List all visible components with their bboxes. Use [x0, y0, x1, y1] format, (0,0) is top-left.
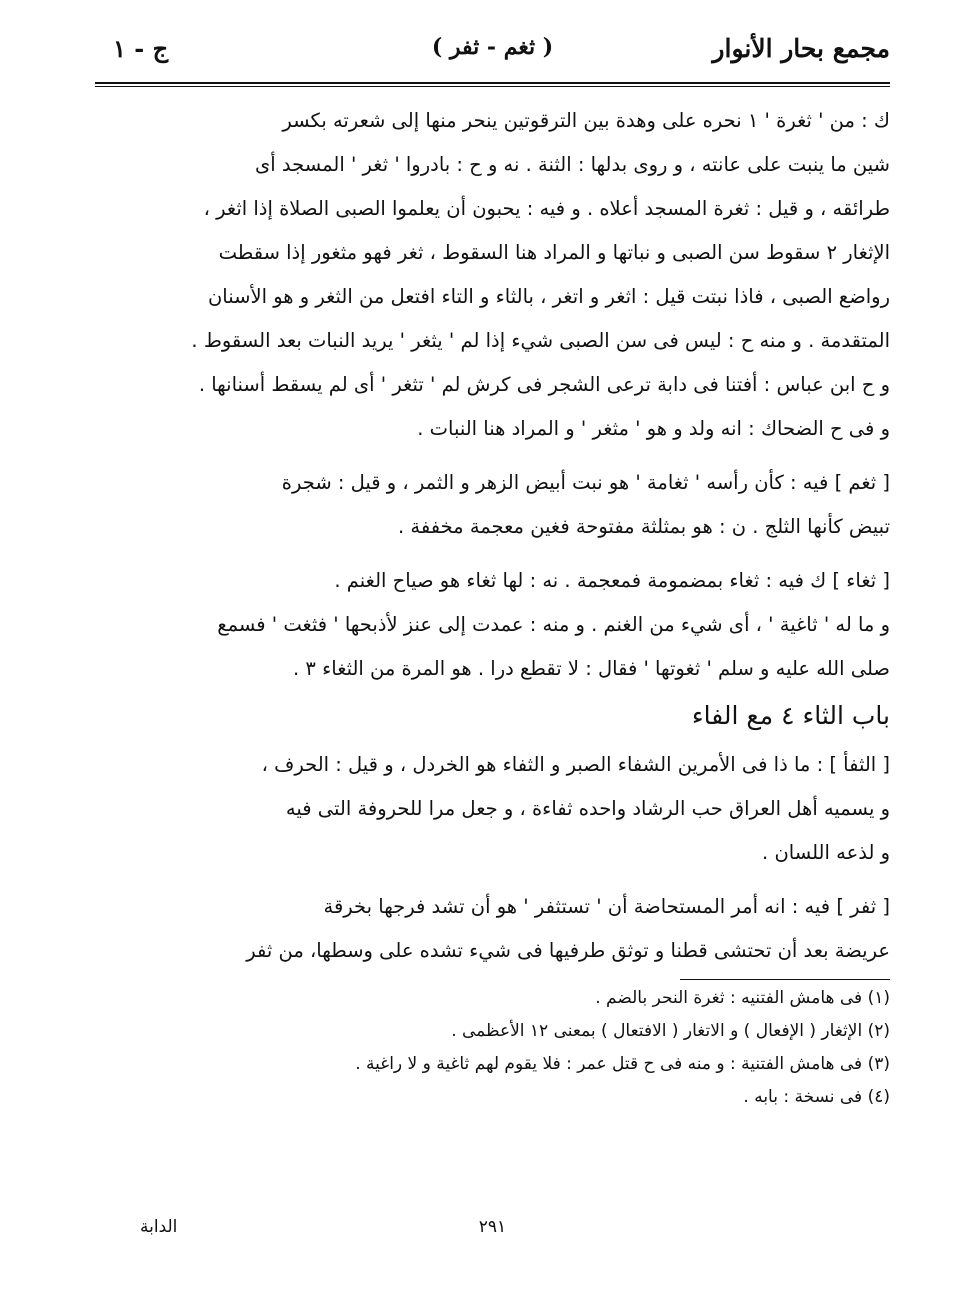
- chapter-heading: باب الثاء ٤ مع الفاء: [691, 701, 890, 730]
- footnote-divider: [680, 979, 890, 980]
- text-line: رواضع الصبى ، فاذا نبتت قيل : اثغر و اتغر ، بالثاء و التاء افتعل من الثغر و هو الأسنان: [207, 285, 890, 308]
- running-header: [95, 22, 890, 82]
- volume-label: ج - ١: [113, 34, 169, 63]
- entry-thufr: [95, 885, 890, 973]
- footnote-1: (١) فى هامش الفتنيه : ثغرة النحر بالضم .: [595, 988, 890, 1008]
- text-line: و ح ابن عباس : أفتنا فى دابة ترعى الشجر فى كرش لم ' تثغر ' أى لم يسقط أسنانها .: [198, 373, 890, 396]
- text-line: [ الثفأ ] : ما ذا فى الأمرين الشفاء الصبر و الثفاء هو الخردل ، و قيل : الحرف ،: [261, 753, 890, 776]
- text-line: و فى ح الضحاك : انه ولد و هو ' مثغر ' و المراد هنا النبات .: [417, 417, 890, 440]
- text-line: و لذعه اللسان .: [762, 841, 890, 864]
- text-line: و يسميه أهل العراق حب الرشاد واحده ثفاءة ، و جعل مرا للحروفة التى فيه: [285, 797, 890, 820]
- main-text: [95, 99, 890, 973]
- text-line: [ ثغم ] فيه : كأن رأسه ' ثغامة ' هو نبت أبيض الزهر و الثمر ، و قيل : شجرة: [281, 471, 890, 494]
- page-number: ٢٩١: [478, 1217, 507, 1237]
- entry-thugha: [95, 559, 890, 691]
- text-line: [ ثغاء ] ك فيه : ثغاء بمضمومة فمعجمة . نه : لها ثغاء هو صياح الغنم .: [334, 569, 890, 592]
- document-page: [95, 22, 890, 1282]
- text-line: عريضة بعد أن تحتشى قطنا و توثق طرفيها فى شيء تشده على وسطها، من ثفر: [246, 939, 890, 962]
- text-line: طرائقه ، و قيل : ثغرة المسجد أعلاه . و فيه : يحبون أن يعلموا الصبى الصلاة إذا اثغر ،: [203, 197, 890, 220]
- text-line: ك : من ' ثغرة ' ١ نحره على وهدة بين الترقوتين ينحر منها إلى شعرته بكسر: [282, 109, 890, 132]
- page-footer: [95, 1217, 890, 1247]
- text-line: [ ثفر ] فيه : انه أمر المستحاضة أن ' تستثفر ' هو أن تشد فرجها بخرقة: [323, 895, 890, 918]
- header-rule: [95, 82, 890, 87]
- book-title: مجمع بحار الأنوار: [712, 34, 890, 63]
- text-line: صلى الله عليه و سلم ' ثغوتها ' فقال : لا تقطع درا . هو المرة من الثغاء ٣ .: [293, 657, 890, 680]
- footnote-3: (٣) فى هامش الفتنية : و منه فى ح قتل عمر : فلا يقوم لهم ثاغية و لا راغية .: [355, 1054, 890, 1074]
- footnote-2: (٢) الإثغار ( الإفعال ) و الاتغار ( الافتعال ) بمعنى ١٢ الأعظمى .: [451, 1021, 890, 1041]
- entry-thughm: [95, 461, 890, 549]
- footnote-4: (٤) فى نسخة : بابه .: [743, 1087, 890, 1107]
- footnotes: [95, 982, 890, 1114]
- text-line: شين ما ينبت على عانته ، و روى بدلها : الثنة . نه و ح : بادروا ' ثغر ' المسجد أى: [255, 153, 890, 176]
- text-line: الإثغار ٢ سقوط سن الصبى و نباتها و المراد هنا السقوط ، ثغر فهو مثغور إذا سقطت: [218, 241, 890, 264]
- entry-thufa: [95, 743, 890, 875]
- signature-mark: الدابة: [140, 1217, 178, 1237]
- text-line: تبيض كأنها الثلج . ن : هو بمثلثة مفتوحة فغين معجمة مخففة .: [398, 515, 890, 538]
- section-range: ( ثغم - ثفر ): [431, 34, 554, 60]
- entry-thughra: [95, 99, 890, 451]
- text-line: و ما له ' ثاغية ' ، أى شيء من الغنم . و منه : عمدت إلى عنز لأذبحها ' فثغت ' فسمع: [217, 613, 890, 636]
- text-line: المتقدمة . و منه ح : ليس فى سن الصبى شيء إذا لم ' يثغر ' يريد النبات بعد السقوط .: [191, 329, 890, 352]
